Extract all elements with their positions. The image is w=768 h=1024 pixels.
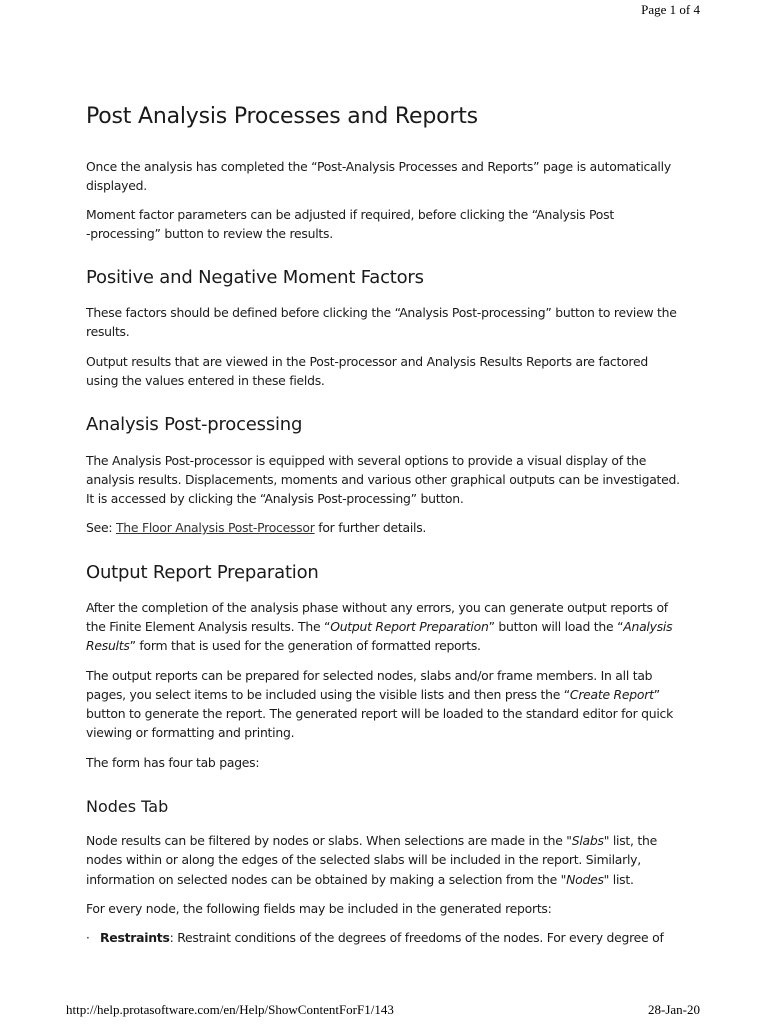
paragraph-line: using the values entered in these fields.: [86, 373, 325, 388]
text-run: ” form that is used for the generation of formatted reports.: [129, 638, 481, 653]
paragraph-line: [86, 636, 481, 655]
footer-url: http://help.protasoftware.com/en/Help/ShowContentForF1/143: [66, 1002, 394, 1017]
paragraph-line: [86, 870, 634, 889]
footer-date: 28-Jan-20: [648, 1002, 700, 1017]
section-heading-report-preparation: Output Report Preparation: [86, 562, 319, 583]
paragraph-line: viewing or formatting and printing.: [86, 725, 295, 740]
intro-paragraph-line: displayed.: [86, 178, 147, 193]
emphasis-run: Analysis: [623, 619, 673, 634]
paragraph-line: Output results that are viewed in the Post-processor and Analysis Results Reports are factored: [86, 354, 648, 369]
section-heading-post-processing: Analysis Post-processing: [86, 414, 303, 435]
text-run: Node results can be filtered by nodes or slabs. When selections are made in the ": [86, 833, 572, 848]
text-run: information on selected nodes can be obtained by making a selection from the ": [86, 872, 567, 887]
page-title: Post Analysis Processes and Reports: [86, 104, 478, 129]
paragraph-line: [86, 617, 672, 636]
page-indicator: Page 1 of 4: [641, 2, 700, 17]
text-run: ” button will load the “: [488, 619, 624, 634]
section-heading-nodes-tab: Nodes Tab: [86, 797, 169, 816]
text-run: " list.: [603, 872, 634, 887]
bullet-text: : Restraint conditions of the degrees of freedoms of the nodes. For every degree of: [169, 930, 664, 945]
intro-paragraph-line: -processing” button to review the results.: [86, 226, 333, 241]
paragraph-line: It is accessed by clicking the “Analysis Post-processing” button.: [86, 491, 464, 506]
paragraph-line: The Analysis Post-processor is equipped with several options to provide a visual display of the: [86, 453, 647, 468]
text-run: ”: [653, 687, 660, 702]
bullet-term: Restraints: [100, 930, 170, 945]
print-footer: [66, 1002, 700, 1024]
paragraph-line: [86, 831, 657, 850]
see-prefix: See:: [86, 520, 116, 535]
paragraph-line: After the completion of the analysis phase without any errors, you can generate output reports of: [86, 600, 668, 615]
see-suffix: for further details.: [314, 520, 427, 535]
floor-analysis-postprocessor-link[interactable]: The Floor Analysis Post-Processor: [115, 520, 315, 535]
text-run: pages, you select items to be included using the visible lists and then press the “: [86, 687, 570, 702]
paragraph-line: button to generate the report. The generated report will be loaded to the standard editor for quick: [86, 706, 674, 721]
text-run: " list, the: [603, 833, 658, 848]
paragraph-line: The form has four tab pages:: [86, 755, 260, 770]
intro-paragraph-line: Moment factor parameters can be adjusted if required, before clicking the “Analysis Post: [86, 207, 614, 222]
list-item: [100, 928, 664, 947]
bullet-icon: ·: [86, 931, 90, 945]
paragraph-line: [86, 685, 660, 704]
paragraph-line: results.: [86, 324, 130, 339]
paragraph-line: These factors should be defined before clicking the “Analysis Post-processing” button to review the: [86, 305, 677, 320]
intro-paragraph-line: Once the analysis has completed the “Post-Analysis Processes and Reports” page is automatically: [86, 159, 671, 174]
emphasis-run: Create Report: [569, 687, 654, 702]
text-run: the Finite Element Analysis results. The “: [86, 619, 331, 634]
emphasis-run: Output Report Preparation: [330, 619, 489, 634]
section-heading-moment-factors: Positive and Negative Moment Factors: [86, 267, 424, 288]
paragraph-line: nodes within or along the edges of the selected slabs will be included in the report. Similarly,: [86, 852, 641, 867]
paragraph-line: analysis results. Displacements, moments and various other graphical outputs can be investigated.: [86, 472, 680, 487]
emphasis-run: Results: [86, 638, 130, 653]
emphasis-run: Slabs: [571, 833, 604, 848]
paragraph-line: For every node, the following fields may be included in the generated reports:: [86, 901, 552, 916]
emphasis-run: Nodes: [566, 872, 604, 887]
see-also-line: [86, 518, 426, 537]
paragraph-line: The output reports can be prepared for selected nodes, slabs and/or frame members. In all tab: [86, 668, 653, 683]
